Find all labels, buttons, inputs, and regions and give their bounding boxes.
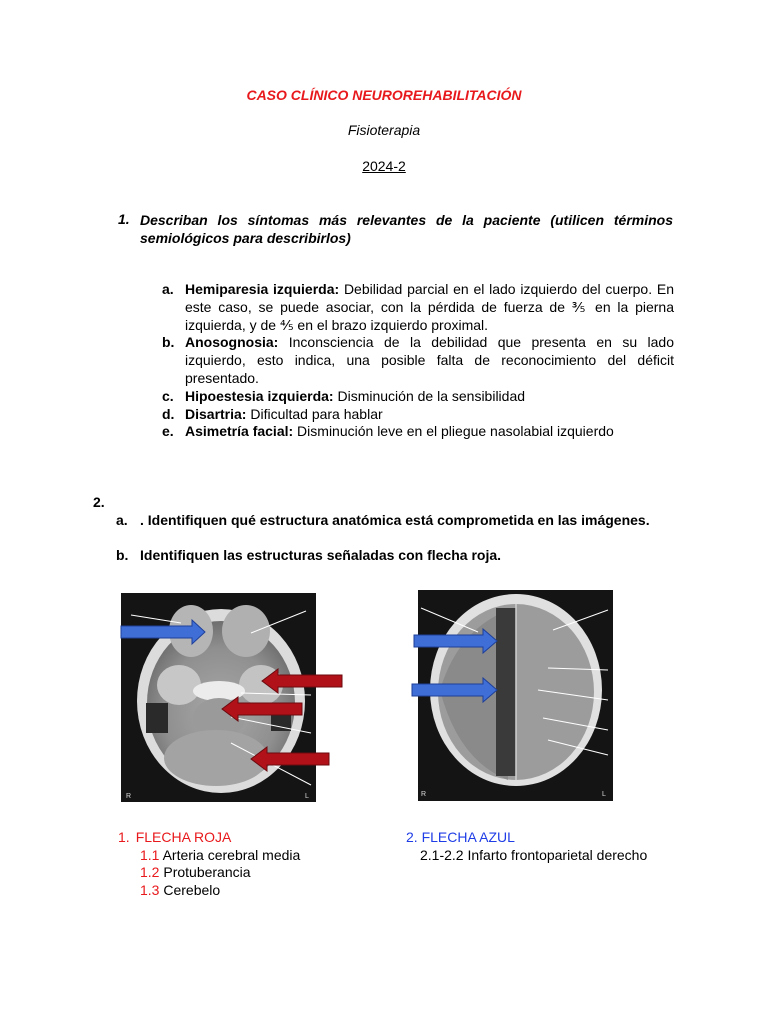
symptom-term: Hemiparesia izquierda: xyxy=(185,281,340,297)
symptom-term: Hipoestesia izquierda: xyxy=(185,387,334,404)
red-heading-number: 1. xyxy=(118,829,130,845)
red-answer-text: Arteria cerebral media xyxy=(159,847,301,863)
symptom-term: Asimetría facial: xyxy=(185,423,294,440)
blue-arrow-icon xyxy=(412,678,497,702)
symptom-desc: Inconsciencia de la debilidad que presenta en su lado izquierdo, esto indica, una posible falta de reconocimiento del déficit presentado. xyxy=(185,334,674,386)
question-2a-letter: a. xyxy=(116,512,128,528)
question-2a-text: . Identifiquen qué estructura anatómica está comprometida en las imágenes. xyxy=(140,512,650,528)
red-arrow-icon xyxy=(251,747,329,771)
symptom-desc: Disminución de la sensibilidad xyxy=(333,387,526,404)
symptom-letter: a. xyxy=(162,281,174,297)
symptom-letter: e. xyxy=(162,423,174,440)
red-answer-heading xyxy=(118,829,231,845)
blue-answer-heading: 2. FLECHA AZUL xyxy=(406,829,515,845)
red-answer-item xyxy=(140,882,220,898)
red-answer-text: Protuberancia xyxy=(159,864,251,880)
document-term: 2024-2 xyxy=(362,158,406,174)
ct-right-l-label: L xyxy=(602,791,606,798)
ct-left-l-label: L xyxy=(305,793,309,800)
ct-right-r-label: R xyxy=(421,791,427,798)
document-subtitle: Fisioterapia xyxy=(347,122,421,138)
question-1-number: 1. xyxy=(118,211,130,227)
symptom-desc: Debilidad parcial en el lado izquierdo del cuerpo. En este caso, se puede asociar, con la pérdida de fuerza de ⅗ en la pierna izquierda, y de ⅘ en el brazo izquierdo proximal. xyxy=(185,281,675,333)
question-1-text: Describan los síntomas más relevantes de la paciente (utilicen términos semiológicos para describirlos) xyxy=(140,212,673,246)
red-answer-num: 1.3 xyxy=(140,882,160,898)
question-2-number: 2. xyxy=(93,494,105,510)
red-answer-num: 1.2 xyxy=(140,864,160,880)
symptom-desc: Disminución leve en el pliegue nasolabial izquierdo xyxy=(293,423,614,440)
red-arrow-icon xyxy=(222,697,302,721)
symptom-letter: d. xyxy=(162,405,175,422)
red-answer-num: 1.1 xyxy=(140,847,160,863)
symptom-letter: b. xyxy=(162,334,175,351)
blue-arrow-icon xyxy=(121,620,205,644)
ct-left-r-label: R xyxy=(126,793,132,800)
document-title: CASO CLÍNICO NEUROREHABILITACIÓN xyxy=(246,87,522,103)
symptom-term: Disartria: xyxy=(185,405,247,422)
blue-arrow-icon xyxy=(414,629,497,653)
red-arrow-icon xyxy=(262,669,342,693)
red-answer-text: Cerebelo xyxy=(159,882,221,898)
blue-answer-item: 2.1-2.2 Infarto frontoparietal derecho xyxy=(420,847,648,863)
red-answer-item xyxy=(140,864,251,880)
red-answer-item xyxy=(140,847,300,863)
question-2b-text: Identifiquen las estructuras señaladas con flecha roja. xyxy=(140,547,502,563)
red-heading-label: FLECHA ROJA xyxy=(135,829,232,845)
symptom-letter: c. xyxy=(162,387,174,404)
symptom-desc: Dificultad para hablar xyxy=(246,405,383,422)
question-2b-letter: b. xyxy=(116,547,129,563)
symptom-term: Anosognosia: xyxy=(185,334,279,351)
